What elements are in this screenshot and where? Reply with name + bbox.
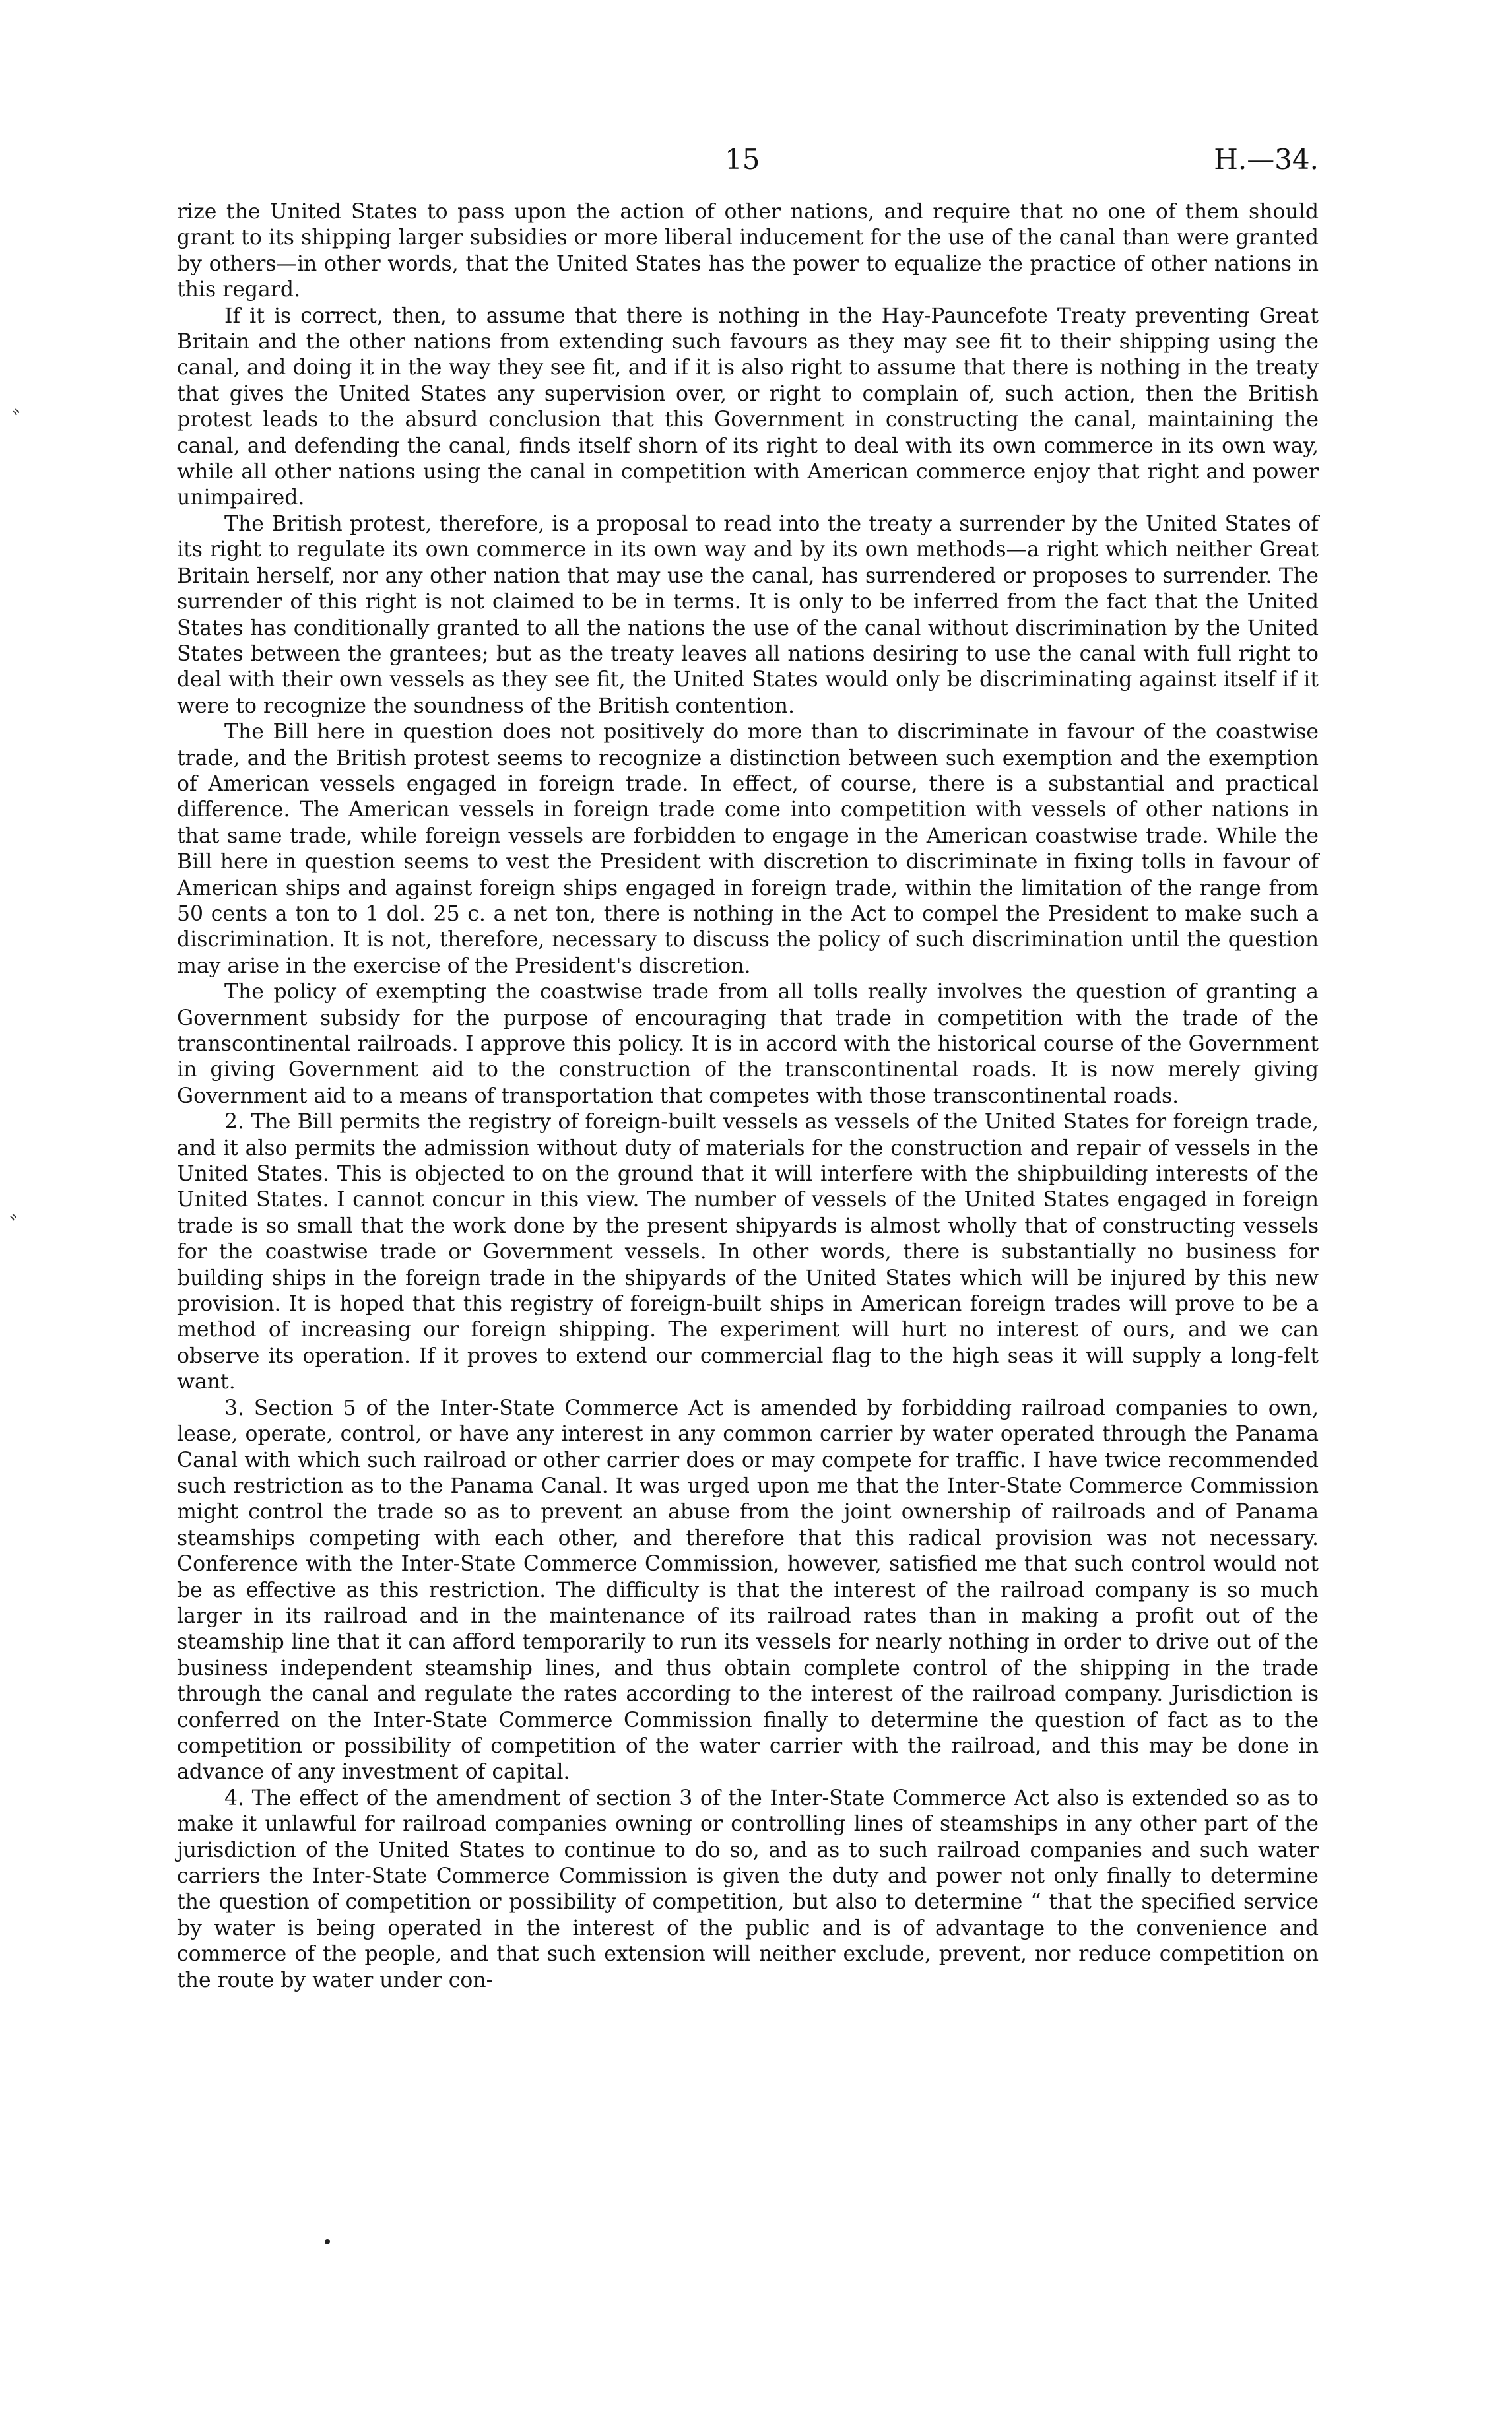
paragraph-item-2-registry: 2. The Bill permits the registry of foreign-built vessels as vessels of the United States for foreign trade, and it also permits the admission without duty of materials for the construction and repair of vessels in the United States. This is objected to on the ground that it will interfere with the shipbuilding interests of the United States. I cannot concur in this view. The number of vessels of the United States engaged in foreign trade is so small that the work done by the present shipyards is almost wholly that of constructing vessels for the coastwise trade or Government vessels. In other words, there is substantially no business for building ships in the foreign trade in the shipyards of the United States which will be injured by this new provision. It is hoped that this registry of foreign-built ships in American foreign trades will prove to be a method of increasing our foreign shipping. The experiment will hurt no interest of ours, and we can observe its operation. If it proves to extend our commercial flag to the high seas it will supply a long-felt want. <box>177 1110 1319 1394</box>
page-header <box>177 140 1319 180</box>
paragraph-subsidy-policy: The policy of exempting the coastwise trade from all tolls really involves the question of granting a Government subsidy for the purpose of encouraging that trade in competition with the trade of the transcontinental railroads. I approve this policy. It is in accord with the historical course of the Government in giving Government aid to the construction of the transcontinental roads. It is now merely giving Government aid to a means of transportation that competes with those transcontinental roads. <box>177 980 1319 1108</box>
paragraph-item-3-section-5: 3. Section 5 of the Inter-State Commerce Act is amended by forbidding railroad companies to own, lease, operate, control, or have any interest in any common carrier by water operated through the Panama Canal with which such railroad or other carrier does or may compete for traffic. I have twice recommended such restriction as to the Panama Canal. It was urged upon me that the Inter-State Commerce Commission might control the trade so as to prevent an abuse from the joint ownership of railroads and of Panama steamships competing with each other, and therefore that this radical provision was not necessary. Conference with the Inter-State Commerce Commission, however, satisfied me that such control would not be as effective as this restriction. The difficulty is that the interest of the railroad company is so much larger in its railroad and in the maintenance of its railroad rates than in making a profit out of the steamship line that it can afford temporarily to run its vessels for nearly nothing in order to drive out of the business independent steamship lines, and thus obtain complete control of the shipping in the trade through the canal and regulate the rates according to the interest of the railroad company. Jurisdiction is conferred on the Inter-State Commerce Commission finally to determine the question of fact as to the competition or possibility of competition of the water carrier with the railroad, and this may be done in advance of any investment of capital. <box>177 1396 1319 1784</box>
page-number: 15 <box>725 143 760 176</box>
document-reference: H.—34. <box>1214 143 1319 176</box>
margin-scratch-mark: ﾞ <box>9 1212 22 1243</box>
scan-dot <box>325 2239 330 2244</box>
paragraph-coastwise-trade: The Bill here in question does not positively do more than to discriminate in favour of the coastwise trade, and the British protest seems to recognize a distinction between such exemption and the exemption of American vessels engaged in foreign trade. In effect, of course, there is a substantial and practical difference. The American vessels in foreign trade come into competition with vessels of other nations in that same trade, while foreign vessels are forbidden to engage in the American coastwise trade. While the Bill here in question seems to vest the President with discretion to discriminate in fixing tolls in favour of American ships and against foreign ships engaged in foreign trade, within the limitation of the range from 50 cents a ton to 1 dol. 25 c. a net ton, there is nothing in the Act to compel the President to make such a discrimination. It is not, therefore, necessary to discuss the policy of such discrimination until the question may arise in the exercise of the President's discretion. <box>177 720 1319 978</box>
body-text <box>177 199 1319 1994</box>
margin-scratch-mark: ﾞ <box>12 407 25 438</box>
paragraph-hay-pauncefote: If it is correct, then, to assume that there is nothing in the Hay-Pauncefote Treaty preventing Great Britain and the other nations from extending such favours as they may see fit to their shipping using the canal, and doing it in the way they see fit, and if it is also right to assume that there is nothing in the treaty that gives the United States any supervision over, or right to complain of, such action, then the British protest leads to the absurd conclusion that this Government in constructing the canal, maintaining the canal, and defending the canal, finds itself shorn of its right to deal with its own commerce in its own way, while all other nations using the canal in competition with American commerce enjoy that right and power unimpaired. <box>177 304 1319 510</box>
paragraph-continuation: rize the United States to pass upon the action of other nations, and require that no one of them should grant to its shipping larger subsidies or more liberal inducement for the use of the canal than were granted by others—in other words, that the United States has the power to equalize the practice of other nations in this regard. <box>177 200 1319 302</box>
paragraph-item-4-section-3: 4. The effect of the amendment of section 3 of the Inter-State Commerce Act also is extended so as to make it unlawful for railroad companies owning or controlling lines of steamships in any other part of the jurisdiction of the United States to continue to do so, and as to such railroad companies and such water carriers the Inter-State Commerce Commission is given the duty and power not only finally to determine the question of competition or possibility of competition, but also to determine “ that the specified service by water is being operated in the interest of the public and is of advantage to the convenience and commerce of the people, and that such extension will neither exclude, prevent, nor reduce competition on the route by water under con- <box>177 1786 1319 1992</box>
paragraph-british-protest: The British protest, therefore, is a proposal to read into the treaty a surrender by the United States of its right to regulate its own commerce in its own way and by its own methods—a right which neither Great Britain herself, nor any other nation that may use the canal, has surrendered or proposes to surrender. The surrender of this right is not claimed to be in terms. It is only to be inferred from the fact that the United States has conditionally granted to all the nations the use of the canal without discrimination by the United States between the grantees; but as the treaty leaves all nations desiring to use the canal with full right to deal with their own vessels as they see fit, the United States would only be discriminating against itself if it were to recognize the soundness of the British contention. <box>177 511 1319 718</box>
